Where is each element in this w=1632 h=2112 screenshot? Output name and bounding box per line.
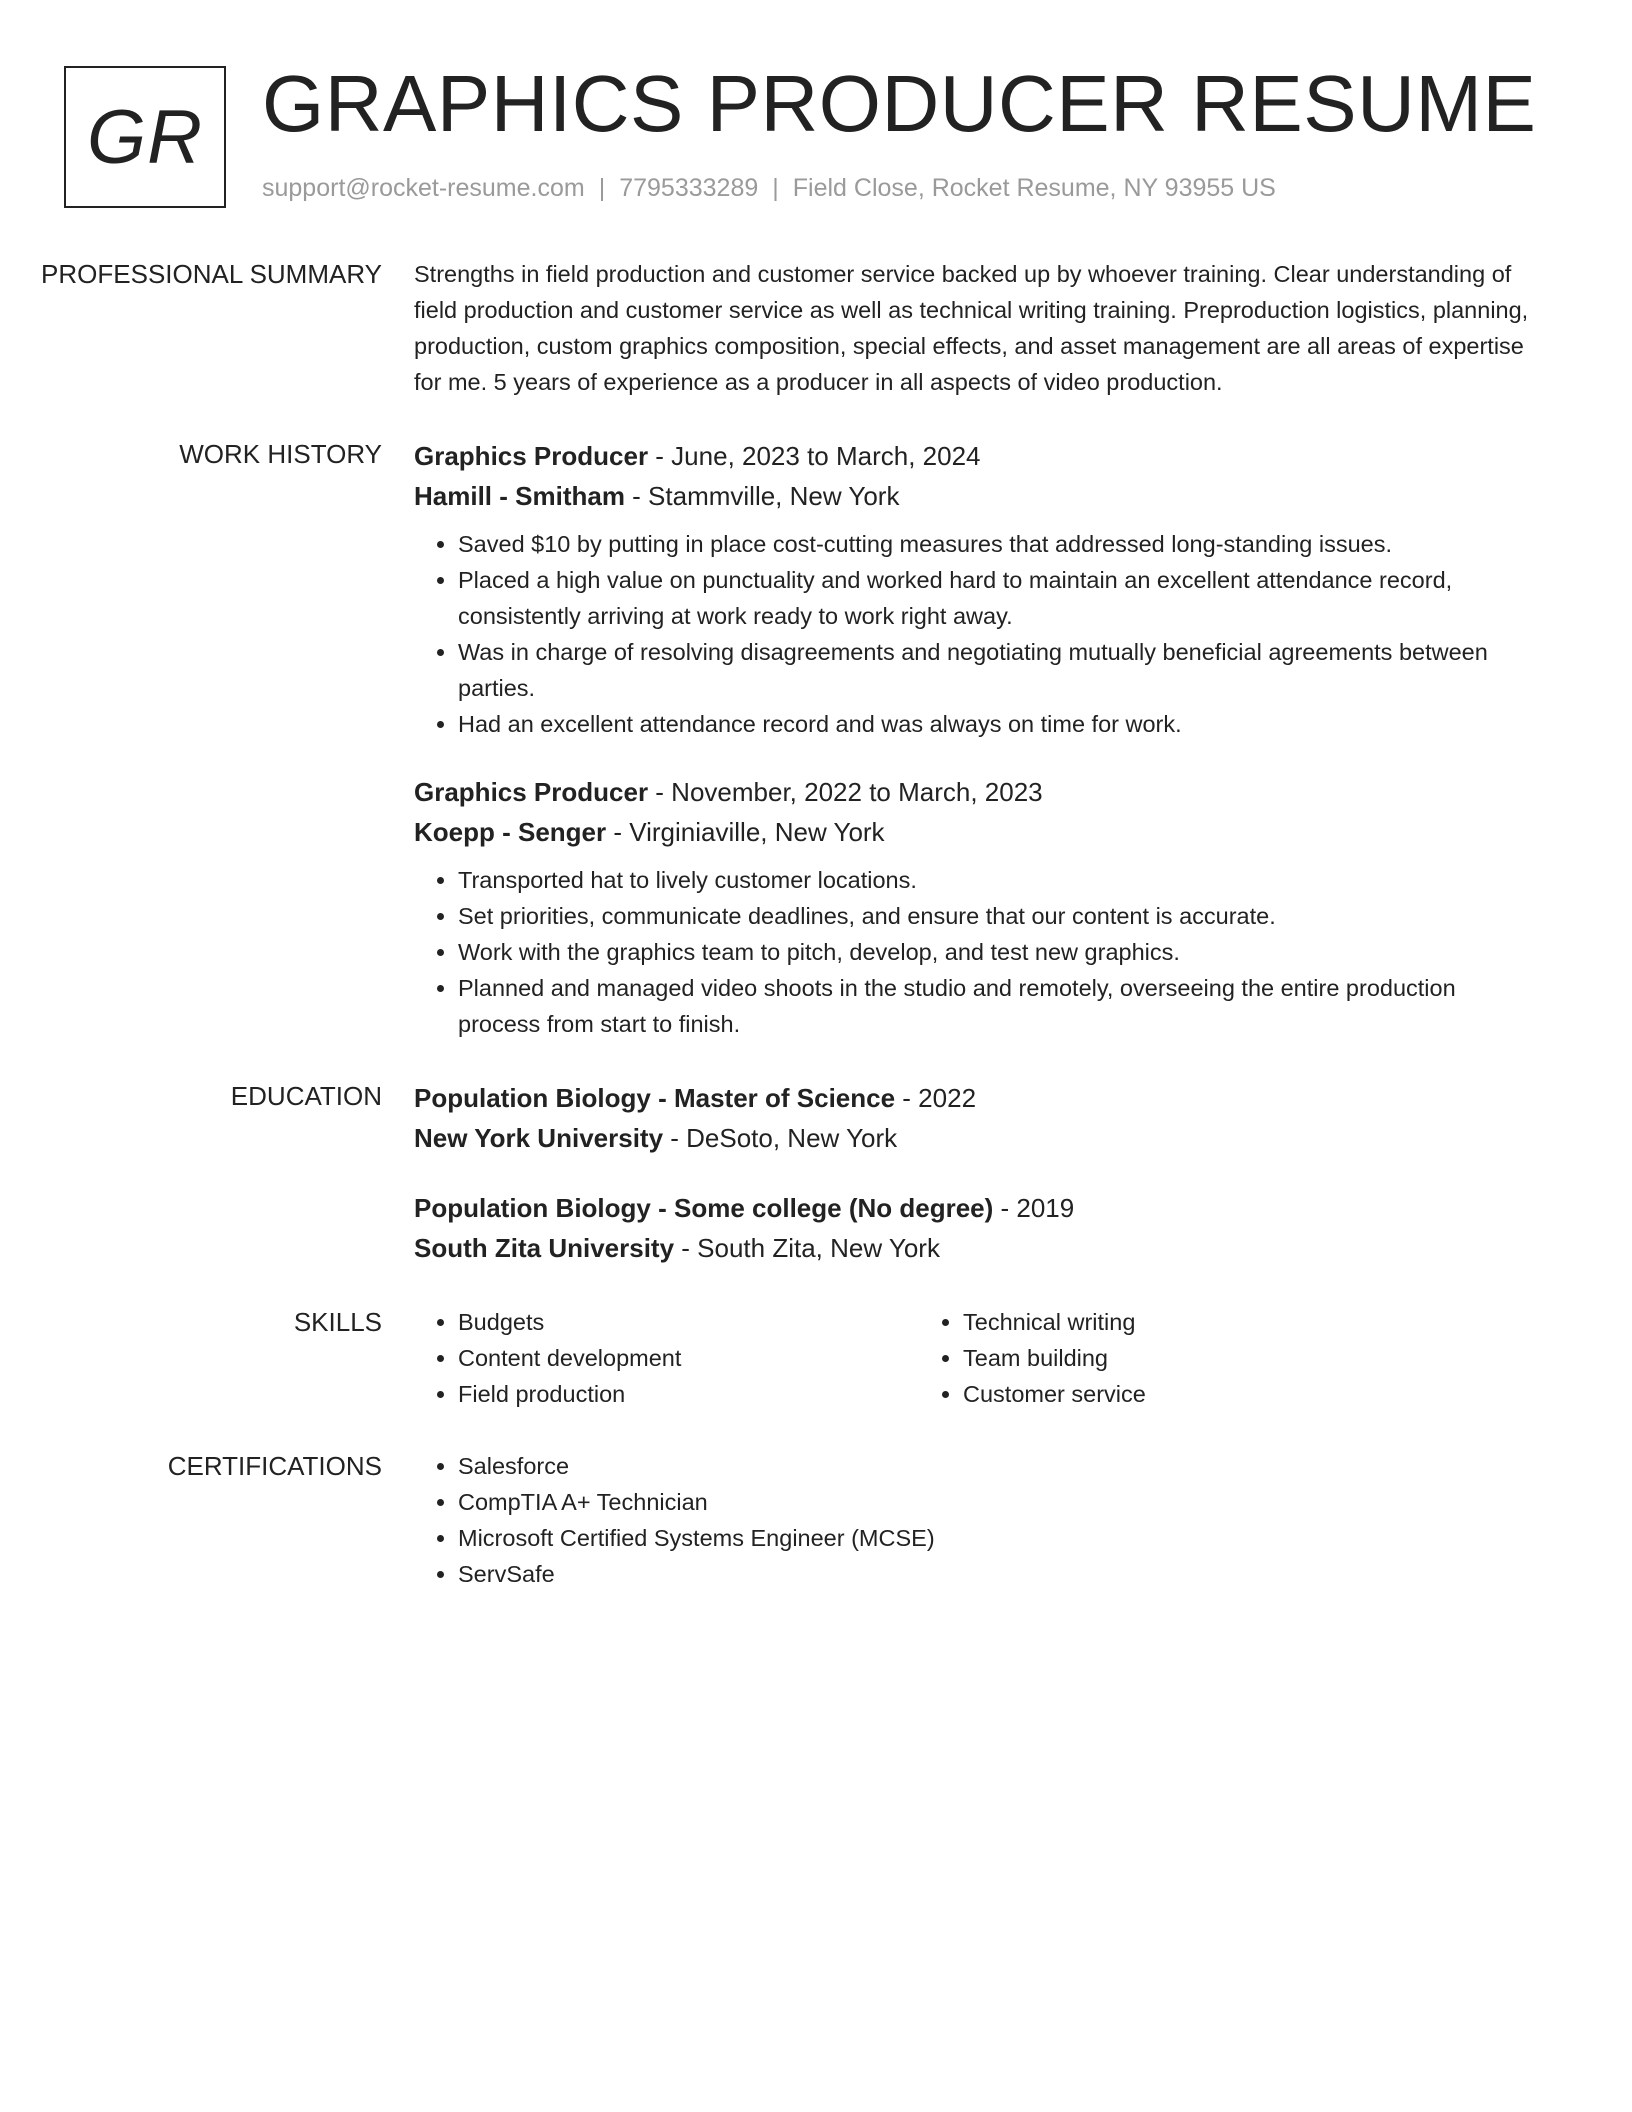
contact-separator: | [772, 174, 779, 202]
job-bullets [414, 526, 1544, 742]
job-title: Graphics Producer [414, 441, 649, 471]
section-body [414, 1448, 1544, 1592]
section-body [414, 436, 1544, 1042]
skills-column [414, 1304, 919, 1412]
list-item: • Placed a high value on punctuality and worked hard to maintain an excellent attendance record, consistently arriving at work ready to work right away. [458, 562, 1544, 634]
education-entry [414, 1078, 1544, 1158]
school-line [414, 1228, 1544, 1268]
job-entry [414, 436, 1544, 742]
list-item: • Was in charge of resolving disagreements and negotiating mutually beneficial agreements between parties. [458, 634, 1544, 706]
work-history-section [0, 436, 1632, 1042]
contact-line [262, 174, 1276, 203]
section-label: CERTIFICATIONS [167, 1451, 382, 1481]
job-title-line [414, 436, 1544, 476]
certification-item: • Salesforce [458, 1448, 1544, 1484]
resume-title: GRAPHICS PRODUCER RESUME [262, 59, 1537, 148]
section-body [414, 1078, 1544, 1268]
school: New York University [414, 1123, 664, 1153]
section-body [414, 1304, 1544, 1412]
job-company-line [414, 476, 1544, 516]
contact-separator: | [598, 174, 606, 202]
job-location: - Virginiaville, New York [606, 817, 885, 847]
job-company: Hamill - Smitham [414, 481, 625, 511]
skills-section [0, 1304, 1632, 1412]
summary-text: Strengths in field production and customer service backed up by whoever training. Clear understanding of field production and customer service as well as technical writing training. Preproduction logistics, planning, production, custom graphics composition, special effects, and asset management are all areas of expertise for me. 5 years of experience as a producer in all aspects of video production. [414, 261, 1529, 395]
education-section [0, 1078, 1632, 1268]
list-item: • Had an excellent attendance record and was always on time for work. [458, 706, 1544, 742]
resume-content [0, 256, 1632, 1628]
degree-line [414, 1078, 1544, 1118]
section-label: EDUCATION [230, 1081, 382, 1111]
skill-item: • Content development [458, 1340, 919, 1376]
degree: Population Biology - Master of Science [414, 1083, 896, 1113]
contact-phone[interactable]: 7795333289 [619, 174, 759, 202]
degree-year: - 2022 [895, 1083, 977, 1113]
certifications-list [414, 1448, 1544, 1592]
degree-line [414, 1188, 1544, 1228]
skill-item: • Budgets [458, 1304, 919, 1340]
job-company-line [414, 812, 1544, 852]
school-line [414, 1118, 1544, 1158]
contact-email[interactable]: support@rocket-resume.com [262, 174, 585, 202]
skill-item: • Customer service [963, 1376, 1424, 1412]
section-label: WORK HISTORY [179, 439, 382, 469]
skills-column [919, 1304, 1424, 1412]
job-dates: - June, 2023 to March, 2024 [648, 441, 981, 471]
certification-item: • CompTIA A+ Technician [458, 1484, 1544, 1520]
job-company: Koepp - Senger [414, 817, 607, 847]
summary-section [0, 256, 1632, 400]
job-location: - Stammville, New York [624, 481, 900, 511]
section-body [414, 256, 1544, 400]
school-location: - DeSoto, New York [663, 1123, 898, 1153]
certifications-section [0, 1448, 1632, 1592]
list-item: • Saved $10 by putting in place cost-cutting measures that addressed long-standing issues. [458, 526, 1544, 562]
school: South Zita University [414, 1233, 675, 1263]
job-dates: - November, 2022 to March, 2023 [648, 777, 1043, 807]
job-title: Graphics Producer [414, 777, 649, 807]
job-entry [414, 772, 1544, 1042]
skill-item: • Field production [458, 1376, 919, 1412]
degree-year: - 2019 [993, 1193, 1075, 1223]
monogram-logo: GR [64, 66, 226, 208]
job-title-line [414, 772, 1544, 812]
skill-item: • Technical writing [963, 1304, 1424, 1340]
contact-address: Field Close, Rocket Resume, NY 93955 US [792, 174, 1276, 202]
education-entry [414, 1188, 1544, 1268]
school-location: - South Zita, New York [674, 1233, 940, 1263]
list-item: • Transported hat to lively customer locations. [458, 862, 1544, 898]
section-label: PROFESSIONAL SUMMARY [41, 259, 382, 289]
skill-item: • Team building [963, 1340, 1424, 1376]
certification-item: • ServSafe [458, 1556, 1544, 1592]
certification-item: • Microsoft Certified Systems Engineer (MCSE) [458, 1520, 1544, 1556]
list-item: • Planned and managed video shoots in the studio and remotely, overseeing the entire production process from start to finish. [458, 970, 1544, 1042]
section-label: SKILLS [293, 1307, 382, 1337]
job-bullets [414, 862, 1544, 1042]
skills-grid [414, 1304, 1544, 1412]
degree: Population Biology - Some college (No degree) [414, 1193, 994, 1223]
list-item: • Set priorities, communicate deadlines, and ensure that our content is accurate. [458, 898, 1544, 934]
list-item: • Work with the graphics team to pitch, develop, and test new graphics. [458, 934, 1544, 970]
